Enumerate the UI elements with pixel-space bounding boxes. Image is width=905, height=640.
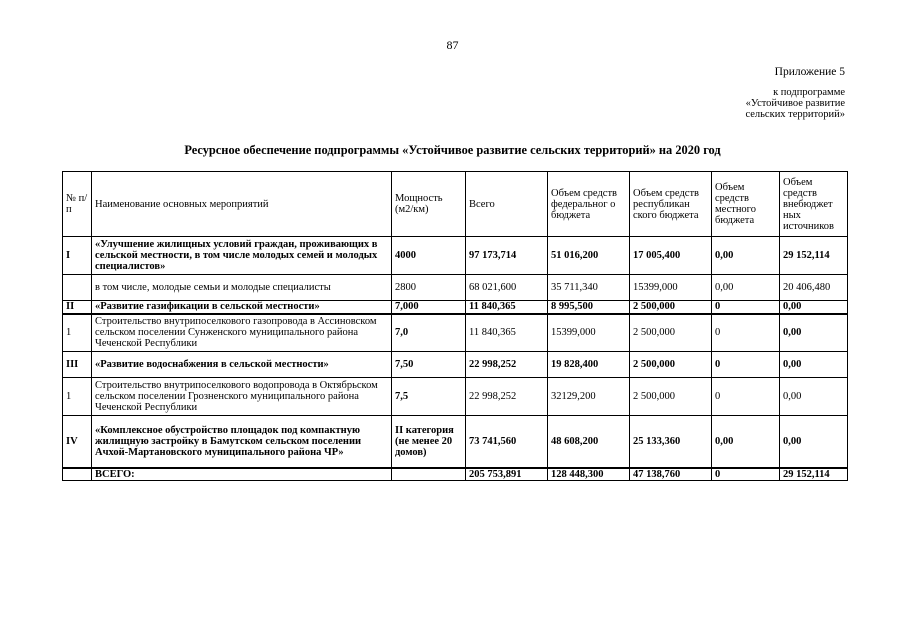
- subprogram-note-line: к подпрограмме: [773, 87, 845, 98]
- cell-federal: 51 016,200: [548, 237, 630, 275]
- cell-capacity: 7,5: [392, 378, 466, 416]
- cell-local: 0,00: [712, 237, 780, 275]
- cell-local: 0: [712, 352, 780, 378]
- page-number: 87: [446, 38, 459, 52]
- table-total-row: [63, 468, 848, 481]
- cell-total: 22 998,252: [466, 352, 548, 378]
- cell-local: 0,00: [712, 275, 780, 301]
- cell-no: III: [63, 352, 92, 378]
- cell-local: 0: [712, 314, 780, 352]
- cell-republic: 15399,000: [630, 275, 712, 301]
- cell-republic: 17 005,400: [630, 237, 712, 275]
- table-row: [63, 314, 848, 352]
- cell-local: 0: [712, 468, 780, 481]
- cell-capacity: II категория (не менее 20 домов): [392, 416, 466, 468]
- table-header-row: [63, 172, 848, 237]
- cell-federal: 48 608,200: [548, 416, 630, 468]
- cell-capacity: 7,50: [392, 352, 466, 378]
- cell-capacity: [392, 468, 466, 481]
- cell-republic: 2 500,000: [630, 352, 712, 378]
- cell-name: Строительство внутрипоселкового водопровода в Октябрьском сельском поселении Грозненского муниципального района Чеченской Республики: [92, 378, 392, 416]
- header-federal: Объем средств федеральног о бюджета: [548, 172, 630, 237]
- cell-federal: 32129,200: [548, 378, 630, 416]
- cell-extra: 0,00: [780, 314, 848, 352]
- cell-name: «Улучшение жилищных условий граждан, проживающих в сельской местности, в том числе молодых семей и молодых специалистов»: [92, 237, 392, 275]
- cell-name: Строительство внутрипоселкового газопровода в Ассиновском сельском поселении Сунженского муниципального района Чеченской Республики: [92, 314, 392, 352]
- cell-no: IV: [63, 416, 92, 468]
- cell-extra: 0,00: [780, 416, 848, 468]
- resource-table: [62, 171, 848, 481]
- cell-local: 0,00: [712, 416, 780, 468]
- cell-local: 0: [712, 301, 780, 314]
- table-row: [63, 416, 848, 468]
- subprogram-note: [665, 87, 845, 120]
- cell-extra: 0,00: [780, 378, 848, 416]
- cell-federal: 15399,000: [548, 314, 630, 352]
- document-title: Ресурсное обеспечение подпрограммы «Устойчивое развитие сельских территорий» на 2020 год: [184, 143, 721, 157]
- cell-total: 22 998,252: [466, 378, 548, 416]
- cell-federal: 35 711,340: [548, 275, 630, 301]
- header-local: Объем средств местного бюджета: [712, 172, 780, 237]
- cell-no: I: [63, 237, 92, 275]
- table-row: [63, 237, 848, 275]
- cell-extra: 29 152,114: [780, 237, 848, 275]
- cell-capacity: 2800: [392, 275, 466, 301]
- table-row: [63, 275, 848, 301]
- cell-extra: 0,00: [780, 301, 848, 314]
- cell-republic: 2 500,000: [630, 378, 712, 416]
- table-row: [63, 378, 848, 416]
- cell-no: 1: [63, 314, 92, 352]
- cell-capacity: 7,0: [392, 314, 466, 352]
- header-republic: Объем средств республикан ского бюджета: [630, 172, 712, 237]
- cell-capacity: 4000: [392, 237, 466, 275]
- subprogram-note-line: «Устойчивое развитие: [745, 98, 845, 109]
- header-capacity: Мощность (м2/км): [392, 172, 466, 237]
- cell-no: [63, 468, 92, 481]
- cell-no: II: [63, 301, 92, 314]
- cell-no: [63, 275, 92, 301]
- cell-extra: 0,00: [780, 352, 848, 378]
- header-name: Наименование основных мероприятий: [92, 172, 392, 237]
- cell-capacity: 7,000: [392, 301, 466, 314]
- header-total: Всего: [466, 172, 548, 237]
- header-extra: Объем средств внебюджет ных источников: [780, 172, 848, 237]
- header-no: № п/п: [63, 172, 92, 237]
- cell-no: 1: [63, 378, 92, 416]
- cell-total: 68 021,600: [466, 275, 548, 301]
- cell-extra: 29 152,114: [780, 468, 848, 481]
- subprogram-note-line: сельских территорий»: [745, 109, 845, 120]
- table-row: [63, 301, 848, 314]
- cell-name: «Комплексное обустройство площадок под компактную жилищную застройку в Бамутском сельском поселении Ачхой-Мартановского муниципального района ЧР»: [92, 416, 392, 468]
- cell-local: 0: [712, 378, 780, 416]
- cell-republic: 25 133,360: [630, 416, 712, 468]
- table-row: [63, 352, 848, 378]
- cell-name: ВСЕГО:: [92, 468, 392, 481]
- cell-federal: 8 995,500: [548, 301, 630, 314]
- cell-extra: 20 406,480: [780, 275, 848, 301]
- cell-republic: 2 500,000: [630, 314, 712, 352]
- cell-name: «Развитие водоснабжения в сельской местности»: [92, 352, 392, 378]
- cell-total: 11 840,365: [466, 301, 548, 314]
- cell-total: 11 840,365: [466, 314, 548, 352]
- cell-federal: 128 448,300: [548, 468, 630, 481]
- cell-total: 205 753,891: [466, 468, 548, 481]
- cell-total: 73 741,560: [466, 416, 548, 468]
- cell-name: в том числе, молодые семьи и молодые специалисты: [92, 275, 392, 301]
- cell-republic: 2 500,000: [630, 301, 712, 314]
- appendix-label: Приложение 5: [774, 66, 845, 78]
- cell-federal: 19 828,400: [548, 352, 630, 378]
- cell-republic: 47 138,760: [630, 468, 712, 481]
- cell-total: 97 173,714: [466, 237, 548, 275]
- cell-name: «Развитие газификации в сельской местности»: [92, 301, 392, 314]
